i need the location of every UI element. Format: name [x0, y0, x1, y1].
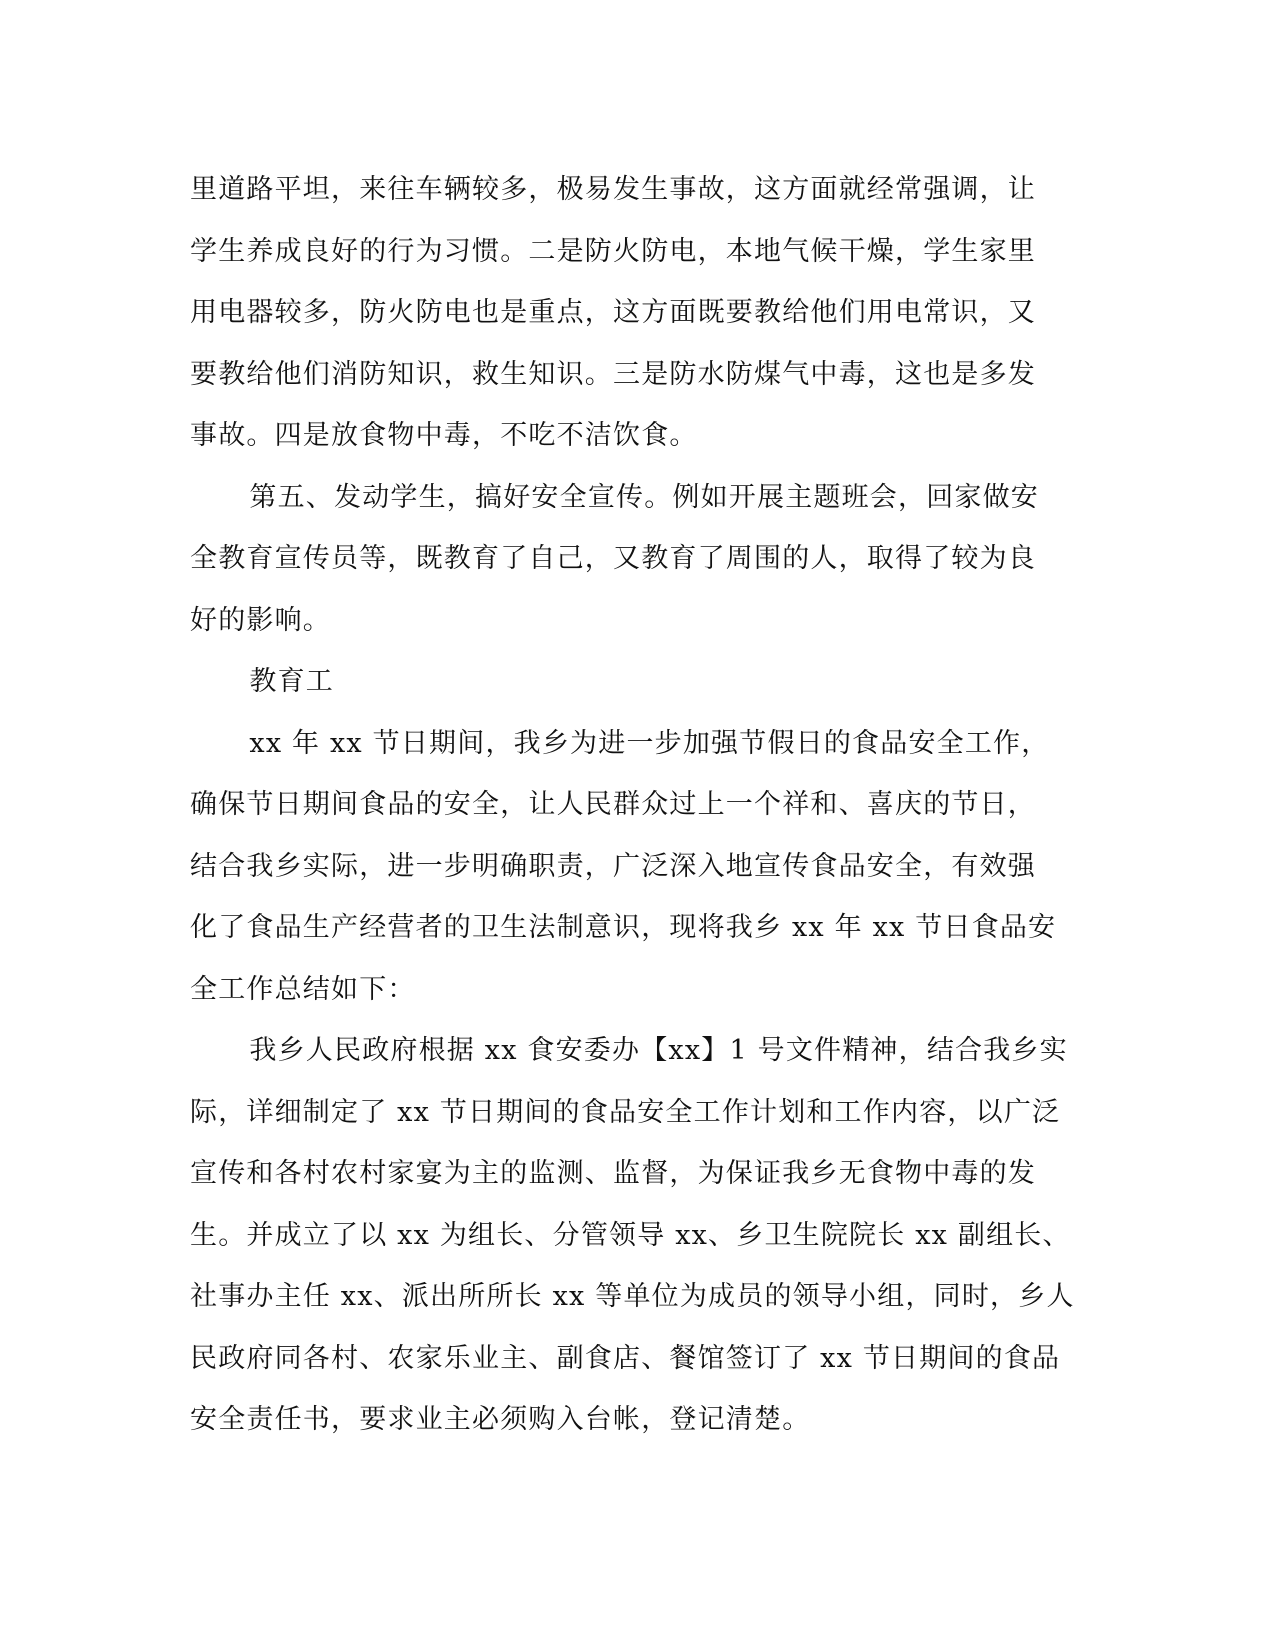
text-line: 要教给他们消防知识，救生知识。三是防水防煤气中毒，这也是多发: [190, 358, 1036, 390]
text-line: 全教育宣传员等，既教育了自己，又教育了周围的人，取得了较为良: [190, 543, 1036, 574]
text-line: 好的影响。: [190, 604, 331, 636]
text-line: 学生养成良好的行为习惯。二是防火防电，本地气候干燥，学生家里: [190, 235, 1036, 267]
text-line: 确保节日期间食品的安全，让人民群众过上一个祥和、喜庆的节日，: [190, 789, 1036, 820]
text-line: 民政府同各村、农家乐业主、副食店、餐馆签订了 xx 节日期间的食品: [190, 1342, 1061, 1374]
text-line: 生。并成立了以 xx 为组长、分管领导 xx、乡卫生院院长 xx 副组长、: [190, 1219, 1071, 1251]
paragraph-festival-intro: [190, 713, 1090, 1021]
text-line: 教育工: [249, 666, 334, 697]
text-line: 际，详细制定了 xx 节日期间的食品安全工作计划和工作内容，以广泛: [190, 1096, 1061, 1128]
text-line: xx 年 xx 节日期间，我乡为进一步加强节假日的食品安全工作，: [249, 727, 1050, 759]
document-body: [190, 159, 1090, 1451]
paragraph-safety-continued: [190, 159, 1090, 467]
text-line: 全工作总结如下：: [190, 973, 416, 1005]
text-line: 用电器较多，防火防电也是重点，这方面既要教给他们用电常识，又: [190, 297, 1036, 328]
text-line: 我乡人民政府根据 xx 食安委办【xx】1 号文件精神，结合我乡实: [249, 1035, 1068, 1066]
text-line: 社事办主任 xx、派出所所长 xx 等单位为成员的领导小组，同时，乡人: [190, 1281, 1075, 1312]
text-line: 里道路平坦，来往车辆较多，极易发生事故，这方面就经常强调，让: [190, 174, 1036, 205]
text-line: 结合我乡实际，进一步明确职责，广泛深入地宣传食品安全，有效强: [190, 850, 1036, 882]
paragraph-fifth-point: [190, 467, 1090, 652]
text-line: 化了食品生产经营者的卫生法制意识，现将我乡 xx 年 xx 节日食品安: [190, 912, 1057, 943]
text-line: 第五、发动学生，搞好安全宣传。例如开展主题班会，回家做安: [249, 481, 1039, 513]
paragraph-heading-fragment: [190, 651, 1090, 713]
text-line: 宣传和各村农村家宴为主的监测、监督，为保证我乡无食物中毒的发: [190, 1158, 1036, 1189]
text-line: 事故。四是放食物中毒，不吃不洁饮食。: [190, 420, 698, 451]
paragraph-government-plan: [190, 1020, 1090, 1451]
text-line: 安全责任书，要求业主必须购入台帐，登记清楚。: [190, 1404, 811, 1435]
